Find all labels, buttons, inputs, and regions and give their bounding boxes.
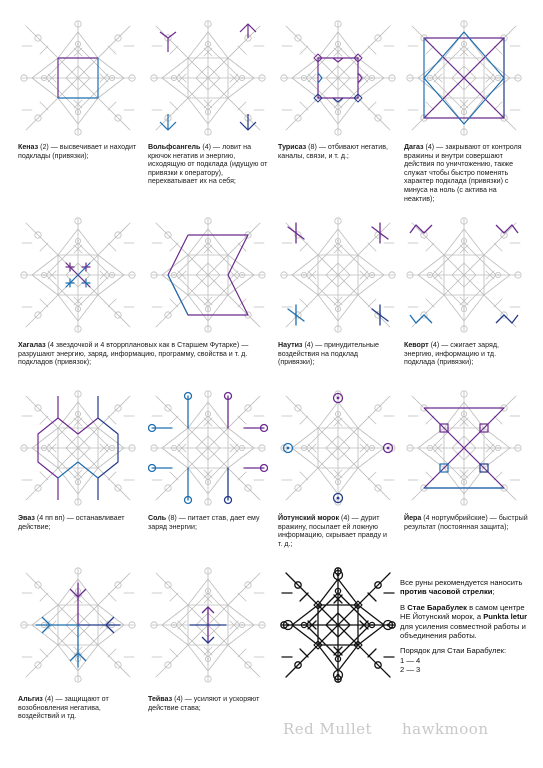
stave-mirage-dot [207,658,209,660]
brand-red-mullet: Red Mullet [283,720,373,738]
stave-mirage-dot [337,590,339,592]
stave-mirage-dot [207,111,209,113]
stave-mirage-dot [77,308,79,310]
rune-diagram-sol [148,388,268,508]
caption-hagalaz: Хагалаз (4 звездочкой и 4 вторрплановых как в Старшем Футарке) — разрушают энергию, заряд, информацию, программу, свойства и т. д. подкладов (привязок); [18,341,249,367]
stave-hook [170,649,178,657]
full-dot [337,674,340,677]
stave-hook [426,299,434,307]
stave-mirage-dot [497,77,499,79]
jera-figure [404,388,524,508]
stave-mirage-dot [463,413,465,415]
rune-diagram-nauthiz [278,215,398,335]
stave-hook [368,416,376,424]
stave-mirage-dot [173,447,175,449]
stave-mirage-dot [241,274,243,276]
kenaz-figure [18,18,138,138]
stave-mirage-dot [77,240,79,242]
stave-hook [40,243,48,251]
stave-hook [300,102,308,110]
stave-hook [108,46,116,54]
caption-cweorth: Кеворт (4) — сжигает заряд, энергию, информацию и тд. подклада (привязки); [404,341,499,367]
caption-nauthiz: Наутиз (4) — принудительные воздействия на подклад (привязки); [278,341,379,367]
stave-mirage-dot [43,447,45,449]
rune-diagram-jotun-mirage [278,388,398,508]
stave-mirage-dot [77,481,79,483]
stave-mirage-dot [207,413,209,415]
stave-mirage-dot [497,447,499,449]
caption-wolfsangel: Вольфсангель (4) — ловит на крючок негатив и энергию, исходящую от подклада (идущую от привязки к оператору), перехватывает их на себя; [148,143,268,186]
stave-mirage-dot [207,43,209,45]
stave-mirage-dot [303,77,305,79]
stave-hook [170,299,178,307]
stave-hook [108,102,116,110]
stave-mirage-dot [207,481,209,483]
rune-diagram-full-stav [278,565,398,685]
jotun-figure [278,388,398,508]
full-dot [337,574,340,577]
stave-mirage-dot [337,481,339,483]
stave-mirage-dot [241,624,243,626]
stave-mirage-dot [77,43,79,45]
stave-hook [40,102,48,110]
stave-hook [40,46,48,54]
stave-hook [238,102,246,110]
stave-mirage-dot [497,274,499,276]
hagalaz-figure [18,215,138,335]
dagaz-figure [404,18,524,138]
note-order-1: 1 — 4 [400,655,421,665]
stave-mirage-dot [337,413,339,415]
stave-mirage-dot [173,624,175,626]
stave-mirage-dot [371,274,373,276]
mirage-dot [337,397,340,400]
caption-sol: Соль (8) — питает став, дает ему заряд энергии; [148,514,260,531]
stave-mirage-dot [463,43,465,45]
stave-hook [368,649,376,657]
stave-hook [238,46,246,54]
stave-hook [300,649,308,657]
rune-diagram-thurisaz [278,18,398,138]
stave-mirage-dot [337,43,339,45]
algiz-figure [18,565,138,685]
rune-diagram-hagalaz [18,215,138,335]
stave-hook [368,299,376,307]
stave-hook [40,649,48,657]
hagalaz2-side [168,275,188,315]
full-dot [287,624,290,627]
side-notes [400,578,532,675]
stave-mirage-dot [241,77,243,79]
stave-hook [238,472,246,480]
stave-mirage-dot [337,240,339,242]
stave-mirage-dot [173,274,175,276]
stave-hook [108,299,116,307]
stave-mirage-dot [77,413,79,415]
stave-hook [238,649,246,657]
caption-dagaz: Дагаз (4) — закрывают от контроля вражины и внутри совершают действия по уничтожению, также служат чтобы быстро поменять характер подклада (привязки) с минуса на ноль (с актива на неактив); [404,143,522,203]
rune-diagram-cweorth [404,215,524,335]
stave-hook [300,593,308,601]
caption-tiwaz: Тейваз (4) — усиляют и ускоряют действие става; [148,695,260,712]
caption-jotun: Йотунский морок (4) — дурит вражину, посылает ей ложную информацию, скрывает правду и т. д.; [278,514,388,548]
nauthiz-figure [278,215,398,335]
stave-mirage-dot [429,77,431,79]
note-center: В Стае Барабулек в самом центре НЕ Йотунский морок, а Punkta letur для усиления совместной работы и объединения работы. [400,602,528,641]
stave-mirage-dot [207,240,209,242]
stave-hook [494,243,502,251]
stave-hook [170,472,178,480]
stave-mirage-dot [111,77,113,79]
rune-diagram-tiwaz [148,565,268,685]
note-order-title: Порядок для Стаи Барабулек: [400,646,507,656]
hagalaz2-side [168,235,188,275]
stave-hook [108,243,116,251]
wolfsangel-figure [148,18,268,138]
stave-mirage-dot [371,77,373,79]
mirage-dot [337,497,340,500]
stave-mirage-dot [463,240,465,242]
caption-algiz: Альгиз (4) — защищают от возобновления негатива, воздействий и тд. [18,695,109,721]
tiwaz-figure [148,565,268,685]
stave-mirage-dot [429,447,431,449]
hagalaz2-figure [148,215,268,335]
stave-hook [368,243,376,251]
stave-hook [238,416,246,424]
stave-hook [40,472,48,480]
stave-hook [300,416,308,424]
stave-hook [494,299,502,307]
rune-diagram-kenaz [18,18,138,138]
caption-kenaz: Кеназ (2) — высвечивает и находит подклады (привязки); [18,143,137,160]
stave-hook [238,593,246,601]
stave-mirage-dot [173,77,175,79]
stave-mirage-dot [429,274,431,276]
stave-hook [300,299,308,307]
stave-hook [368,593,376,601]
stave-mirage-dot [43,274,45,276]
mirage-dot [287,447,290,450]
note-order-2: 2 — 3 [400,665,421,675]
caption-ehwaz: Эваз (4 пп вп) — останавливает действие; [18,514,125,531]
stave-hook [170,593,178,601]
stave-hook [108,649,116,657]
stave-hook [170,46,178,54]
stave-hook [170,416,178,424]
rune-diagram-ehwaz [18,388,138,508]
stave-mirage-dot [337,111,339,113]
rune-diagram-jera [404,388,524,508]
sol-figure [148,388,268,508]
stave-mirage-dot [463,111,465,113]
stave-mirage-dot [303,274,305,276]
stave-mirage-dot [207,308,209,310]
rune-diagram-dagaz [404,18,524,138]
stave-hook [368,472,376,480]
stave-hook [108,472,116,480]
stave-mirage-dot [241,447,243,449]
rune-diagram-wolfsangel [148,18,268,138]
stave-hook [108,416,116,424]
stave-hook [300,472,308,480]
full-dot [387,624,390,627]
stave-mirage-dot [111,274,113,276]
caption-jera: Йера (4 нортумбрийские) — быстрый результат (постоянная защита); [404,514,528,531]
stave-mirage-dot [111,447,113,449]
stave-hook [426,243,434,251]
ehwaz-figure [18,388,138,508]
stave-mirage-dot [337,308,339,310]
cweorth-figure [404,215,524,335]
rune-diagram-hagalaz-2 [148,215,268,335]
rune-diagram-algiz [18,565,138,685]
stave-mirage-dot [337,658,339,660]
stave-mirage-dot [43,77,45,79]
thurisaz-figure [278,18,398,138]
stave-hook [40,593,48,601]
stave-hook [108,593,116,601]
stave-hook [300,243,308,251]
stave-mirage-dot [77,111,79,113]
stave-mirage-dot [463,481,465,483]
stave-mirage-dot [463,308,465,310]
stave-hook [368,102,376,110]
stave-hook [170,102,178,110]
stave-hook [40,299,48,307]
brand-hawkmoon: hawkmoon [402,720,489,738]
stave-mirage-dot [371,624,373,626]
full-stav-figure [278,565,398,685]
note-direction: Все руны рекомендуется наносить против часовой стрелки; [400,578,523,597]
stave-mirage-dot [371,447,373,449]
stave-hook [170,243,178,251]
stave-mirage-dot [303,624,305,626]
stave-hook [368,46,376,54]
stave-hook [300,46,308,54]
caption-thurisaz: Турисаз (8) — отбивают негатив, каналы, связи, и т. д.; [278,143,388,160]
stave-mirage-dot [207,590,209,592]
stave-mirage-dot [303,447,305,449]
mirage-dot [387,447,390,450]
stave-hook [40,416,48,424]
